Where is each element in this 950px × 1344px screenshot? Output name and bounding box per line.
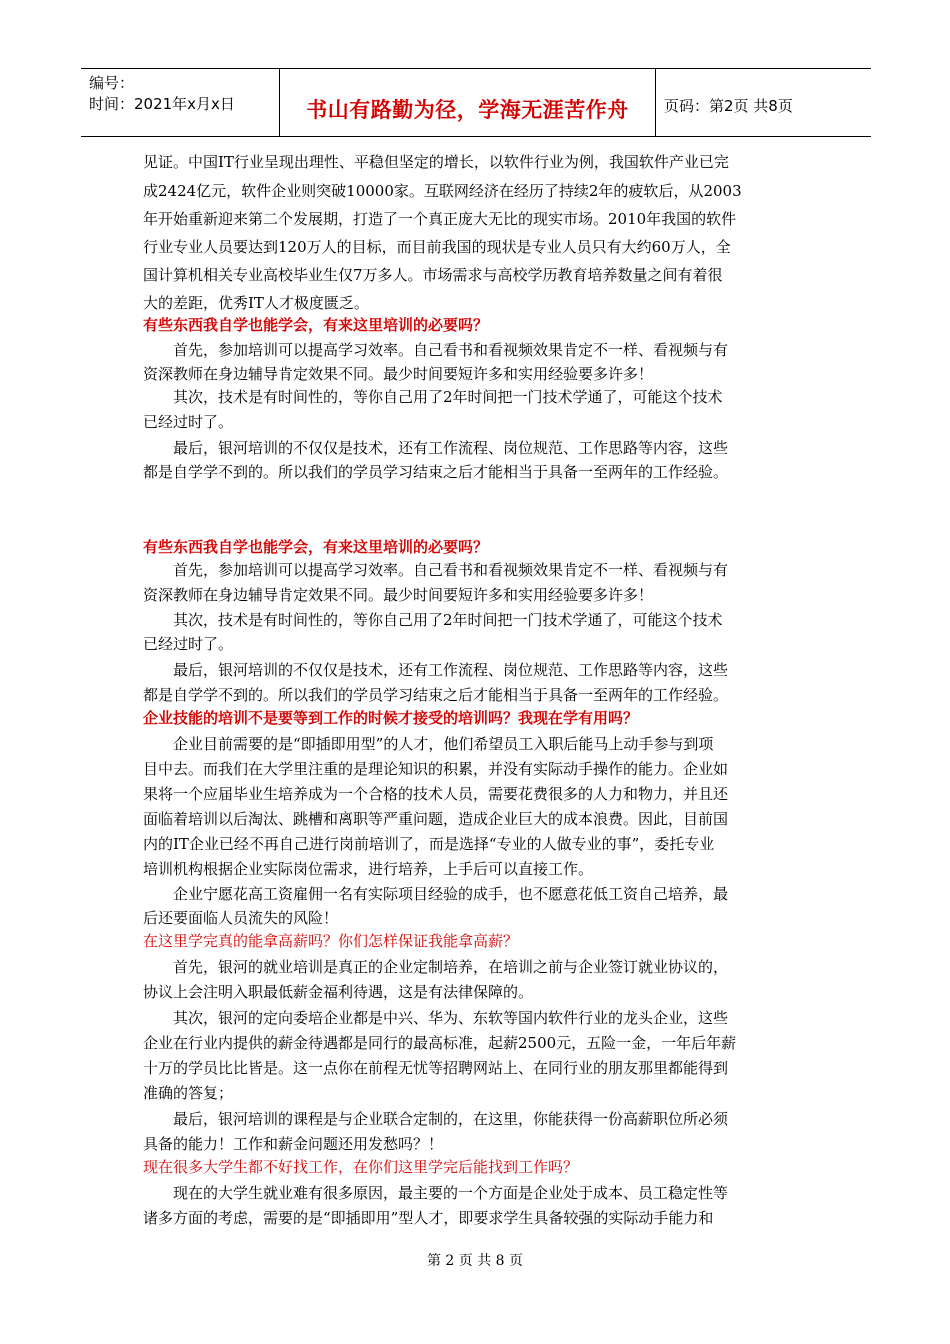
body-line: 诸多方面的考虑，需要的是“即插即用”型人才，即要求学生具备较强的实际动手能力和	[143, 1209, 714, 1227]
faq-question: 现在很多大学生都不好找工作，在你们这里学完后能找到工作吗？	[143, 1158, 579, 1176]
body-line: 行业专业人员要达到120万人的目标，而目前我国的现状是专业人员只有大约60万人，全	[143, 238, 731, 256]
body-line: 大的差距，优秀IT人才极度匮乏。	[143, 294, 369, 312]
body-line: 首先，银河的就业培训是真正的企业定制培养，在培训之前与企业签订就业协议的，	[173, 958, 729, 976]
body-line: 其次，银河的定向委培企业都是中兴、华为、东软等国内软件行业的龙头企业，这些	[173, 1009, 729, 1027]
body-line: 资深教师在身边辅导肯定效果不同。最少时间要短许多和实用经验要多许多！	[143, 586, 654, 604]
header-page-number: 页码：第2页 共8页	[664, 97, 793, 115]
body-line: 首先，参加培训可以提高学习效率。自己看书和看视频效果肯定不一样、看视频与有	[173, 561, 729, 579]
body-line: 准确的答复；	[143, 1084, 234, 1102]
body-line: 资深教师在身边辅导肯定效果不同。最少时间要短许多和实用经验要多许多！	[143, 365, 654, 383]
body-line: 见证。中国IT行业呈现出理性、平稳但坚定的增长，以软件行业为例，我国软件产业已完	[143, 153, 729, 171]
body-line: 后还要面临人员流失的风险！	[143, 909, 339, 927]
body-line: 成2424亿元，软件企业则突破10000家。互联网经济在经历了持续2年的疲软后，从2003	[143, 182, 742, 200]
document-time-label: 时间：2021年x月x日	[89, 95, 235, 113]
body-line: 国计算机相关专业高校毕业生仅7万多人。市场需求与高校学历教育培养数量之间有着很	[143, 266, 723, 284]
body-line: 内的IT企业已经不再自己进行岗前培训了，而是选择“专业的人做专业的事”，委托专业	[143, 835, 715, 853]
body-line: 都是自学学不到的。所以我们的学员学习结束之后才能相当于具备一至两年的工作经验。	[143, 686, 729, 704]
body-line: 都是自学学不到的。所以我们的学员学习结束之后才能相当于具备一至两年的工作经验。	[143, 463, 729, 481]
page-header	[81, 68, 871, 137]
body-line: 果将一个应届毕业生培养成为一个合格的技术人员，需要花费很多的人力和物力，并且还	[143, 785, 729, 803]
faq-question: 有些东西我自学也能学会，有来这里培训的必要吗？	[143, 316, 489, 334]
body-line: 最后，银河培训的课程是与企业联合定制的，在这里，你能获得一份高薪职位所必须	[173, 1110, 729, 1128]
body-line: 首先，参加培训可以提高学习效率。自己看书和看视频效果肯定不一样、看视频与有	[173, 341, 729, 359]
body-line: 十万的学员比比皆是。这一点你在前程无忧等招聘网站上、在同行业的朋友那里都能得到	[143, 1059, 729, 1077]
faq-question: 在这里学完真的能拿高薪吗？你们怎样保证我能拿高薪？	[143, 932, 519, 950]
faq-question: 有些东西我自学也能学会，有来这里培训的必要吗？	[143, 538, 489, 556]
body-line: 现在的大学生就业难有很多原因，最主要的一个方面是企业处于成本、员工稳定性等	[173, 1184, 729, 1202]
document-number-label: 编号：	[89, 74, 135, 92]
body-line: 年开始重新迎来第二个发展期，打造了一个真正庞大无比的现实市场。2010年我国的软件	[143, 210, 737, 228]
body-line: 最后，银河培训的不仅仅是技术，还有工作流程、岗位规范、工作思路等内容，这些	[173, 661, 729, 679]
body-line: 已经过时了。	[143, 413, 234, 431]
body-line: 培训机构根据企业实际岗位需求，进行培养，上手后可以直接工作。	[143, 860, 594, 878]
body-line: 面临着培训以后淘汰、跳槽和离职等严重问题，造成企业巨大的成本浪费。因此，目前国	[143, 810, 729, 828]
body-line: 最后，银河培训的不仅仅是技术，还有工作流程、岗位规范、工作思路等内容，这些	[173, 439, 729, 457]
header-motto: 书山有路勤为径，学海无涯苦作舟	[306, 98, 629, 122]
faq-question: 企业技能的培训不是要等到工作的时候才接受的培训吗？我现在学有用吗？	[143, 709, 639, 727]
body-line: 企业宁愿花高工资雇佣一名有实际项目经验的成手，也不愿意花低工资自己培养，最	[173, 885, 729, 903]
body-line: 目中去。而我们在大学里注重的是理论知识的积累，并没有实际动手操作的能力。企业如	[143, 760, 729, 778]
body-line: 其次，技术是有时间性的，等你自己用了2年时间把一门技术学通了，可能这个技术	[173, 388, 723, 406]
body-line: 已经过时了。	[143, 635, 234, 653]
body-line: 企业目前需要的是“即插即用型”的人才，他们希望员工入职后能马上动手参与到项	[173, 735, 714, 753]
header-motto-cell	[280, 69, 656, 136]
page-footer: 第 2 页 共 8 页	[426, 1253, 524, 1269]
header-left-cell	[81, 69, 280, 136]
body-line: 企业在行业内提供的薪金待遇都是同行的最高标准，起薪2500元，五险一金，一年后年薪	[143, 1034, 737, 1052]
header-page-cell	[656, 69, 871, 136]
body-line: 具备的能力！工作和薪金问题还用发愁吗？！	[143, 1135, 444, 1153]
body-line: 其次，技术是有时间性的，等你自己用了2年时间把一门技术学通了，可能这个技术	[173, 611, 723, 629]
body-line: 协议上会注明入职最低薪金福利待遇，这是有法律保障的。	[143, 983, 534, 1001]
